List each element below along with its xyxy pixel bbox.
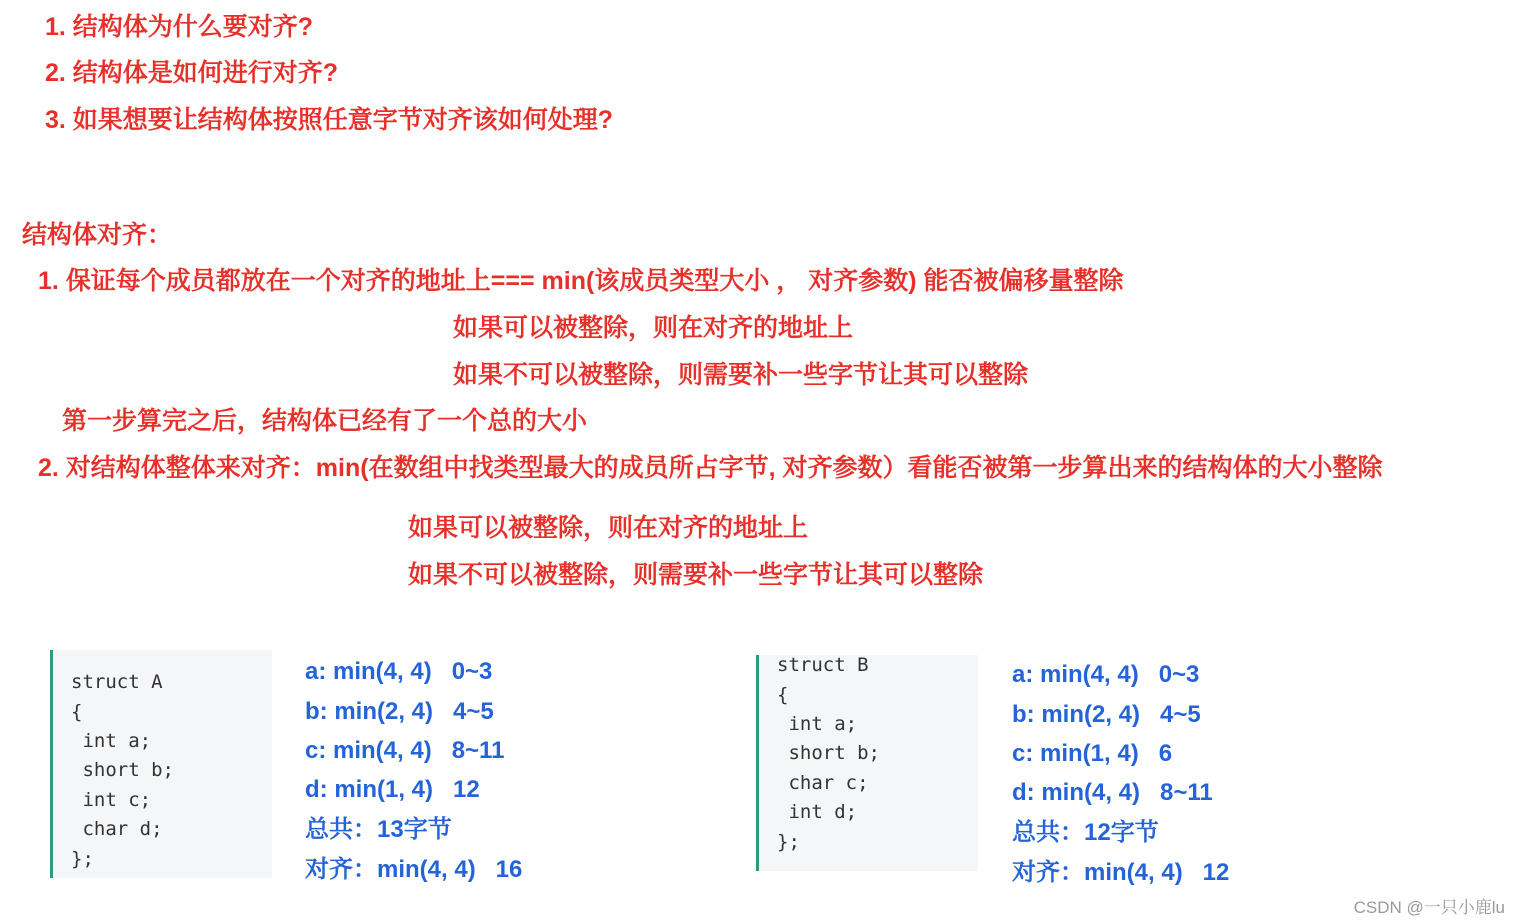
calc-b-total: 总共：12字节 [1012, 819, 1159, 846]
rule-2-divisible: 如果可以被整除，则在对齐的地址上 [408, 514, 809, 542]
question-2: 2. 结构体是如何进行对齐? [45, 59, 339, 87]
code-line: int c; [71, 789, 152, 811]
code-line: int d; [777, 801, 858, 823]
rule-1-divisible: 如果可以被整除，则在对齐的地址上 [453, 314, 854, 342]
code-line: char c; [777, 772, 869, 794]
code-line: struct B [777, 654, 869, 676]
code-block-struct-a [50, 650, 272, 878]
calc-a-member-b: b: min(2, 4) 4~5 [305, 698, 494, 725]
calc-b-member-c: c: min(1, 4) 6 [1012, 740, 1173, 767]
code-line: short b; [71, 759, 174, 781]
code-line: int a; [777, 713, 858, 735]
calc-b-align: 对齐：min(4, 4) 12 [1012, 859, 1230, 886]
calc-a-member-a: a: min(4, 4) 0~3 [305, 658, 493, 685]
calc-a-align: 对齐：min(4, 4) 16 [305, 856, 523, 883]
question-3: 3. 如果想要让结构体按照任意字节对齐该如何处理? [45, 106, 614, 134]
calc-a-total: 总共：13字节 [305, 816, 452, 843]
code-line: }; [777, 831, 800, 853]
code-line: { [777, 684, 789, 706]
code-block-struct-b [756, 655, 978, 871]
code-line: int a; [71, 730, 152, 752]
calc-b-member-a: a: min(4, 4) 0~3 [1012, 661, 1200, 688]
rule-1: 1. 保证每个成员都放在一个对齐的地址上=== min(该成员类型大小 ， 对齐参数) 能否被偏移量整除 [38, 267, 1124, 295]
code-line: }; [71, 848, 94, 870]
rule-1-not-divisible: 如果不可以被整除，则需要补一些字节让其可以整除 [453, 361, 1029, 389]
code-line: { [71, 701, 83, 723]
calc-b-member-b: b: min(2, 4) 4~5 [1012, 701, 1201, 728]
code-line: struct A [71, 671, 163, 693]
calc-a-member-d: d: min(1, 4) 12 [305, 776, 480, 803]
watermark: CSDN @一只小鹿lu [1353, 898, 1505, 917]
section-title: 结构体对齐： [22, 221, 173, 249]
calc-a-member-c: c: min(4, 4) 8~11 [305, 737, 505, 764]
code-line: char d; [71, 818, 163, 840]
rule-2: 2. 对结构体整体来对齐：min(在数组中找类型最大的成员所占字节, 对齐参数）看能否被第一步算出来的结构体的大小整除 [38, 454, 1383, 482]
step-note: 第一步算完之后，结构体已经有了一个总的大小 [62, 407, 588, 435]
question-1: 1. 结构体为什么要对齐? [45, 13, 314, 41]
calc-b-member-d: d: min(4, 4) 8~11 [1012, 779, 1213, 806]
rule-2-not-divisible: 如果不可以被整除，则需要补一些字节让其可以整除 [408, 561, 984, 589]
code-line: short b; [777, 742, 880, 764]
